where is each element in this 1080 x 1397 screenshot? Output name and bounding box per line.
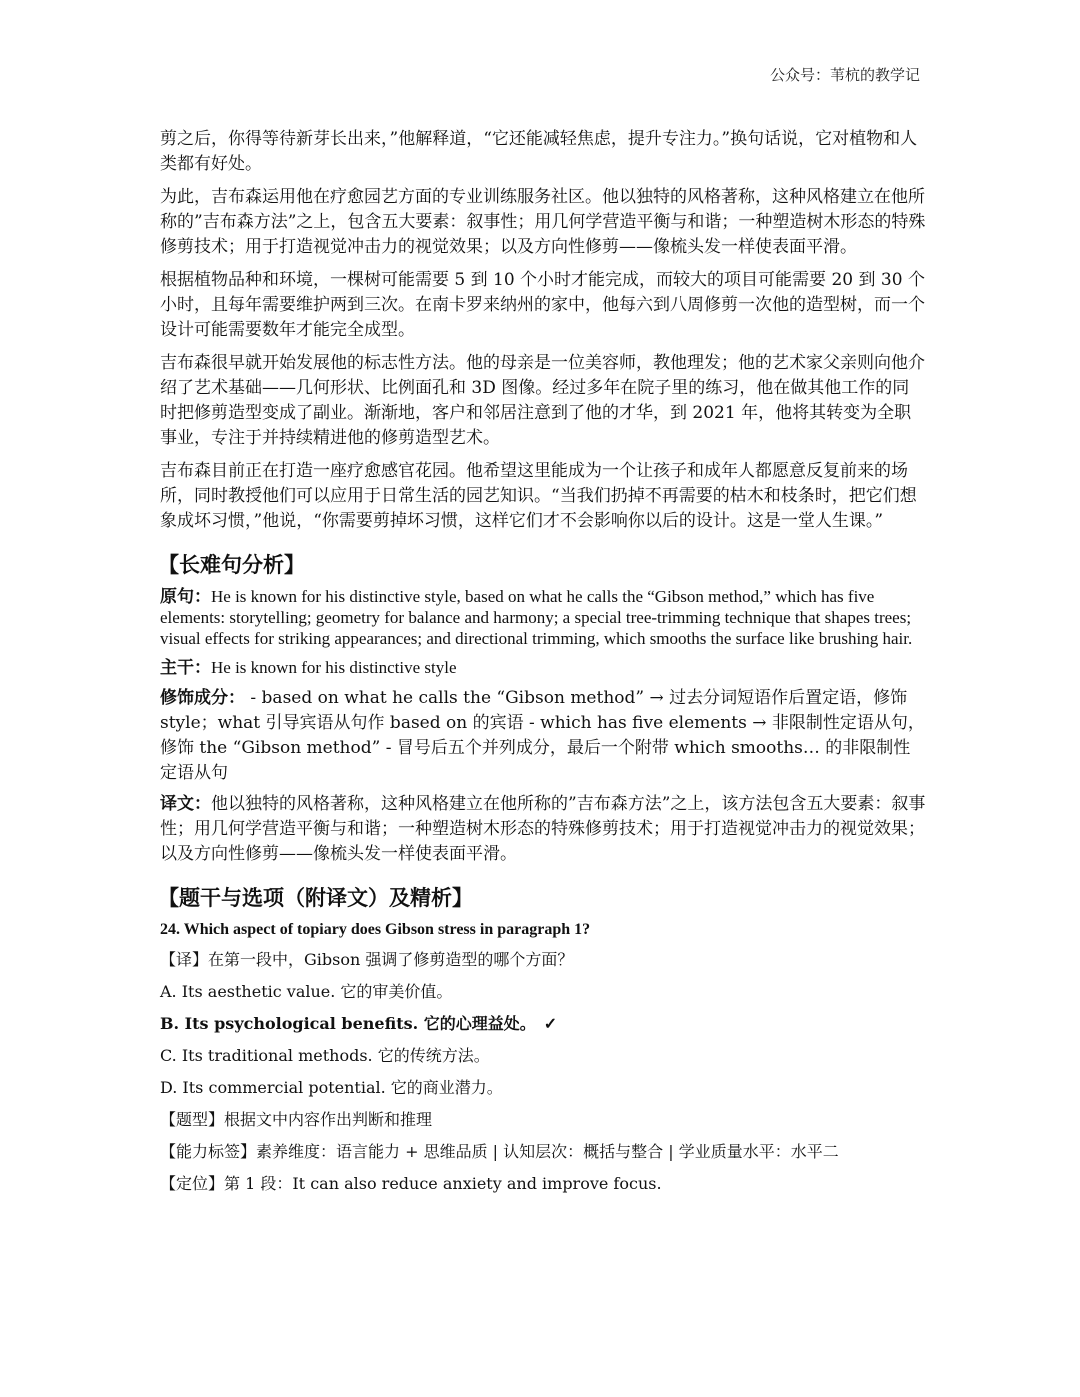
passage-paragraph: 剪之后，你得等待新芽长出来，”他解释道，“它还能减轻焦虑，提升专注力。”换句话说，它对植物和人类都有好处。 [160, 129, 918, 174]
section-title: 【题干与选项（附译文）及精析】 [158, 886, 473, 910]
option-a: A. Its aesthetic value. 它的审美价值。 [160, 982, 453, 1001]
option-d: D. Its commercial potential. 它的商业潜力。 [160, 1078, 503, 1097]
translation [160, 792, 926, 867]
original-sentence [160, 586, 926, 649]
question-translation: 【译】在第一段中，Gibson 强调了修剪造型的哪个方面？ [160, 950, 574, 969]
option-c: C. Its traditional methods. 它的传统方法。 [160, 1046, 490, 1065]
passage-paragraph: 吉布森目前正在打造一座疗愈感官花园。他希望这里能成为一个让孩子和成年人都愿意反复前来的场所，同时教授他们可以应用于日常生活的园艺知识。“当我们扔掉不再需要的枯木和枝条时，把它们想象成坏习惯，”他说，“你需要剪掉坏习惯，这样它们才不会影响你以后的设计。这是一堂人生课。” [160, 461, 917, 531]
passage-paragraph: 根据植物品种和环境，一棵树可能需要 5 到 10 个小时才能完成，而较大的项目可能需要 20 到 30 个小时，且每年需要维护两到三次。在南卡罗来纳州的家中，他每六到八周修剪一次他的造型树，而一个设计可能需要数年才能完全成型。 [160, 270, 925, 340]
section-title: 【长难句分析】 [158, 553, 305, 577]
trunk-label: 主干： [160, 658, 211, 677]
modifiers [160, 686, 926, 786]
checkmark-icon: ✓ [543, 1014, 558, 1033]
translation-label: 译文： [160, 794, 211, 814]
location: 【定位】第 1 段：It can also reduce anxiety and improve focus. [160, 1174, 662, 1193]
modifier-label: 修饰成分： [160, 688, 245, 708]
question-title: 24. Which aspect of topiary does Gibson stress in paragraph 1? [160, 921, 591, 938]
question-section [160, 883, 926, 1195]
modifier-text: - based on what he calls the “Gibson method” → 过去分词短语作后置定语，修饰 style；what 引导宾语从句作 based on 的宾语 - which has five elements → 非限制性定语从句，修饰 the “Gibson method” - 冒号后五个并列成分，最后一个附带 which smooths… 的非限制性定语从句 [160, 688, 925, 783]
original-text: He is known for his distinctive style, based on what he calls the “Gibson method,” which has five elements: storytelling; geometry for balance and harmony; a special tree-trimming technique that shapes trees; visual effects for striking appearances; and directional trimming, which smooths the surface like brushing hair. [160, 587, 913, 648]
passage-paragraph: 为此，吉布森运用他在疗愈园艺方面的专业训练服务社区。他以独特的风格著称，这种风格建立在他所称的”吉布森方法”之上，包含五大要素：叙事性；用几何学营造平衡与和谐；一种塑造树木形态的特殊修剪技术；用于打造视觉冲击力的视觉效果；以及方向性修剪——像梳头发一样使表面平滑。 [160, 187, 926, 257]
passage [160, 127, 926, 534]
translation-text: 他以独特的风格著称，这种风格建立在他所称的”吉布森方法”之上，该方法包含五大要素：叙事性；用几何学营造平衡与和谐；一种塑造树木形态的特殊修剪技术；用于打造视觉冲击力的视觉效果；以及方向性修剪——像梳头发一样使表面平滑。 [160, 794, 926, 864]
account-header: 公众号：苇杭的教学记 [769, 66, 920, 84]
ability-tag: 【能力标签】素养维度：语言能力 + 思维品质 | 认知层次：概括与整合 | 学业质量水平：水平二 [160, 1142, 839, 1161]
original-label: 原句： [160, 587, 211, 606]
trunk [160, 657, 926, 678]
trunk-text: He is known for his distinctive style [211, 658, 457, 677]
passage-paragraph: 吉布森很早就开始发展他的标志性方法。他的母亲是一位美容师，教他理发；他的艺术家父亲则向他介绍了艺术基础——几何形状、比例面孔和 3D 图像。经过多年在院子里的练习，他在做其他工作的同时把修剪造型变成了副业。渐渐地，客户和邻居注意到了他的才华，到 2021 年，他将其转变为全职事业，专注于并持续精进他的修剪造型艺术。 [160, 353, 925, 448]
sentence-analysis-section [160, 550, 926, 867]
option-b: B. Its psychological benefits. 它的心理益处。 ✓ [160, 1014, 558, 1033]
content-body [160, 127, 926, 1205]
question-type: 【题型】根据文中内容作出判断和推理 [160, 1110, 433, 1129]
